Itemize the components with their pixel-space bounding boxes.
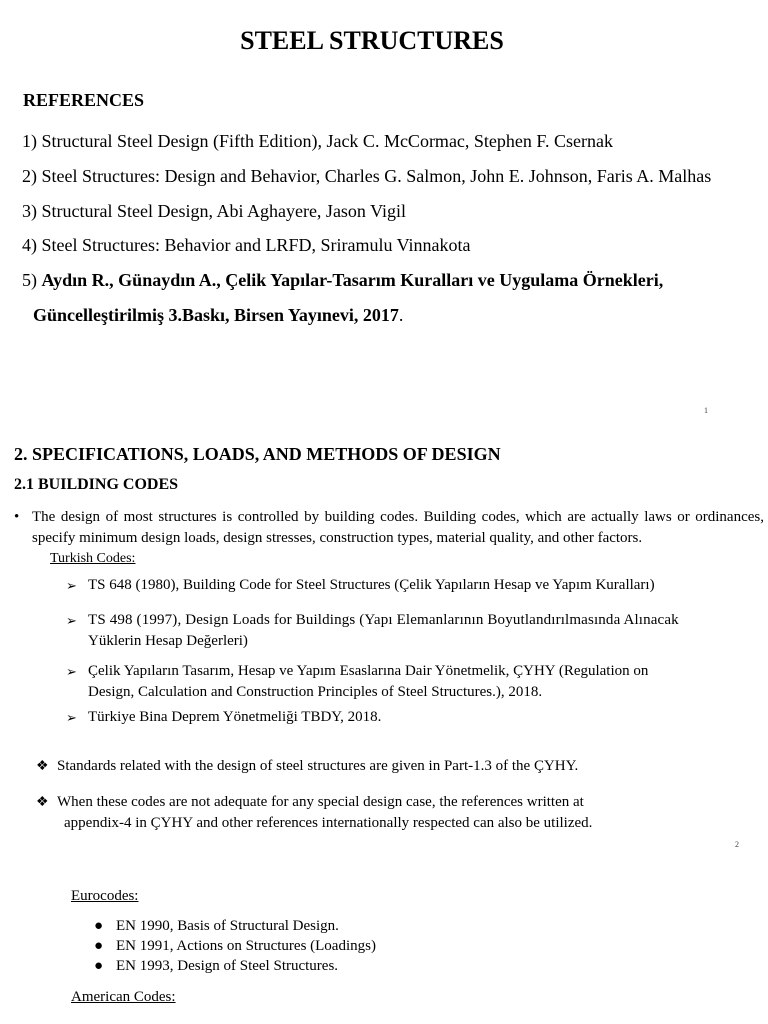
eurocode-item: [94, 918, 339, 935]
note-line2: appendix-4 in ÇYHY and other references internationally respected can also be utilized.: [64, 815, 593, 831]
round-bullet-icon: ●: [94, 958, 104, 974]
eurocodes-label: Eurocodes:: [71, 888, 139, 904]
reference-item-3: 3) Structural Steel Design, Abi Aghayere, Jason Vigil: [22, 201, 407, 221]
eurocode-item: [94, 938, 376, 955]
note-line1: Standards related with the design of steel structures are given in Part-1.3 of the ÇYHY.: [57, 758, 579, 774]
turkish-code-item: [66, 707, 381, 728]
note-item: [36, 756, 578, 777]
note-item: [36, 792, 592, 834]
round-bullet-icon: ●: [94, 918, 104, 934]
eurocode-text: EN 1990, Basis of Structural Design.: [116, 918, 339, 934]
american-codes-label: American Codes:: [71, 989, 176, 1005]
arrow-bullet-icon: ➢: [66, 613, 77, 628]
reference-item-5-continued: Güncelleştirilmiş 3.Baskı, Birsen Yayınevi, 2017.: [33, 305, 404, 325]
reference-item-5-line2: Güncelleştirilmiş 3.Baskı, Birsen Yayınevi, 2017: [33, 305, 399, 325]
turkish-code-item: [66, 575, 655, 596]
eurocode-item: [94, 958, 338, 975]
reference-item-5: [22, 270, 663, 291]
reference-item-5-line1: Aydın R., Günaydın A., Çelik Yapılar-Tasarım Kuralları ve Uygulama Örnekleri,: [41, 270, 664, 290]
turkish-codes-label: Turkish Codes:: [50, 551, 136, 566]
page-number-2: 2: [735, 840, 739, 849]
diamond-bullet-icon: ❖: [36, 795, 49, 810]
turkish-code-item: [66, 610, 679, 652]
turkish-code-item: [66, 661, 648, 703]
diamond-bullet-icon: ❖: [36, 759, 49, 774]
reference-item-5-number: 5): [22, 270, 42, 290]
arrow-bullet-icon: ➢: [66, 664, 77, 679]
building-codes-paragraph: [14, 507, 764, 549]
reference-item-2: 2) Steel Structures: Design and Behavior, Charles G. Salmon, John E. Johnson, Faris A. Malhas: [22, 166, 712, 186]
round-bullet-icon: ●: [94, 938, 104, 954]
subsection-heading: 2.1 BUILDING CODES: [14, 476, 179, 493]
turkish-code-line2: Yüklerin Hesap Değerleri): [88, 633, 248, 649]
reference-item-1: 1) Structural Steel Design (Fifth Edition), Jack C. McCormac, Stephen F. Csernak: [22, 131, 613, 151]
section-heading: 2. SPECIFICATIONS, LOADS, AND METHODS OF DESIGN: [14, 444, 501, 464]
turkish-code-line1: TS 498 (1997), Design Loads for Buildings (Yapı Elemanlarının Boyutlandırılmasında Alınacak: [88, 612, 679, 628]
turkish-code-line2: Design, Calculation and Construction Principles of Steel Structures.), 2018.: [88, 684, 543, 700]
page-number-1: 1: [704, 406, 708, 415]
note-line1: When these codes are not adequate for any special design case, the references written at: [57, 794, 584, 810]
references-heading: REFERENCES: [23, 90, 145, 110]
page-title: STEEL STRUCTURES: [240, 26, 504, 55]
turkish-code-line1: TS 648 (1980), Building Code for Steel Structures (Çelik Yapıların Hesap ve Yapım Kuralları): [88, 577, 655, 593]
arrow-bullet-icon: ➢: [66, 710, 77, 725]
bullet-icon: •: [14, 509, 20, 525]
arrow-bullet-icon: ➢: [66, 578, 77, 593]
eurocode-text: EN 1991, Actions on Structures (Loadings): [116, 938, 376, 954]
turkish-code-line1: Türkiye Bina Deprem Yönetmeliği TBDY, 2018.: [88, 709, 382, 725]
paragraph-text: The design of most structures is controlled by building codes. Building codes, which are actually laws or ordinances, specify minimum design loads, design stresses, construction types, material quality, and other factors.: [32, 509, 764, 546]
turkish-code-line1: Çelik Yapıların Tasarım, Hesap ve Yapım Esaslarına Dair Yönetmelik, ÇYHY (Regulation on: [88, 663, 649, 679]
reference-item-4: 4) Steel Structures: Behavior and LRFD, Sriramulu Vinnakota: [22, 235, 471, 255]
eurocode-text: EN 1993, Design of Steel Structures.: [116, 958, 339, 974]
